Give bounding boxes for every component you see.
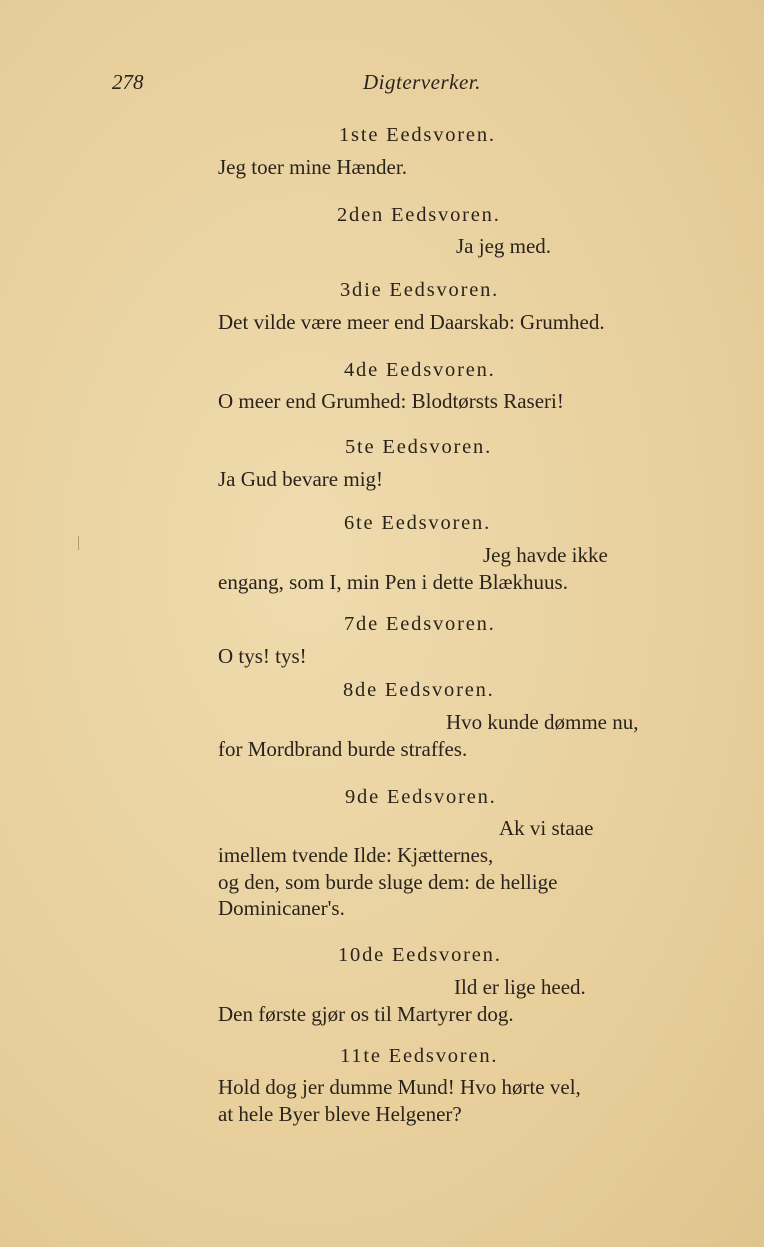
verse-line: Ak vi staae xyxy=(499,816,594,840)
verse-line: Jeg havde ikke xyxy=(483,543,608,567)
paper-mark xyxy=(78,536,79,550)
speaker-heading: 5te Eedsvoren. xyxy=(345,436,493,458)
page-number: 278 xyxy=(112,70,144,94)
verse-line: Hvo kunde dømme nu, xyxy=(446,710,639,734)
speaker-heading: 1ste Eedsvoren. xyxy=(339,124,496,146)
speaker-heading: 3die Eedsvoren. xyxy=(340,279,500,301)
verse-line: og den, som burde sluge dem: de hellige xyxy=(218,870,558,894)
speaker-heading: 11te Eedsvoren. xyxy=(340,1045,499,1067)
verse-line: imellem tvende Ilde: Kjætternes, xyxy=(218,843,494,867)
verse-line: Ja jeg med. xyxy=(456,234,552,258)
speaker-heading: 10de Eedsvoren. xyxy=(338,944,502,966)
verse-line: at hele Byer bleve Helgener? xyxy=(218,1102,462,1126)
verse-line: Den første gjør os til Martyrer dog. xyxy=(218,1002,514,1026)
running-title: Digterverker. xyxy=(363,70,481,94)
verse-line: Dominicaner's. xyxy=(218,896,345,920)
verse-line: O meer end Grumhed: Blodtørsts Raseri! xyxy=(218,389,564,413)
verse-line: Ild er lige heed. xyxy=(454,975,586,999)
verse-line: for Mordbrand burde straffes. xyxy=(218,737,468,761)
verse-line: Det vilde være meer end Daarskab: Grumhed. xyxy=(218,310,605,334)
speaker-heading: 2den Eedsvoren. xyxy=(337,204,501,226)
speaker-heading: 7de Eedsvoren. xyxy=(344,613,496,635)
verse-line: engang, som I, min Pen i dette Blækhuus. xyxy=(218,570,568,594)
speaker-heading: 4de Eedsvoren. xyxy=(344,359,496,381)
speaker-heading: 8de Eedsvoren. xyxy=(343,679,495,701)
speaker-heading: 9de Eedsvoren. xyxy=(345,786,497,808)
verse-line: Hold dog jer dumme Mund! Hvo hørte vel, xyxy=(218,1075,581,1099)
verse-line: Ja Gud bevare mig! xyxy=(218,467,384,491)
verse-line: O tys! tys! xyxy=(218,644,307,668)
verse-line: Jeg toer mine Hænder. xyxy=(218,155,407,179)
speaker-heading: 6te Eedsvoren. xyxy=(344,512,492,534)
